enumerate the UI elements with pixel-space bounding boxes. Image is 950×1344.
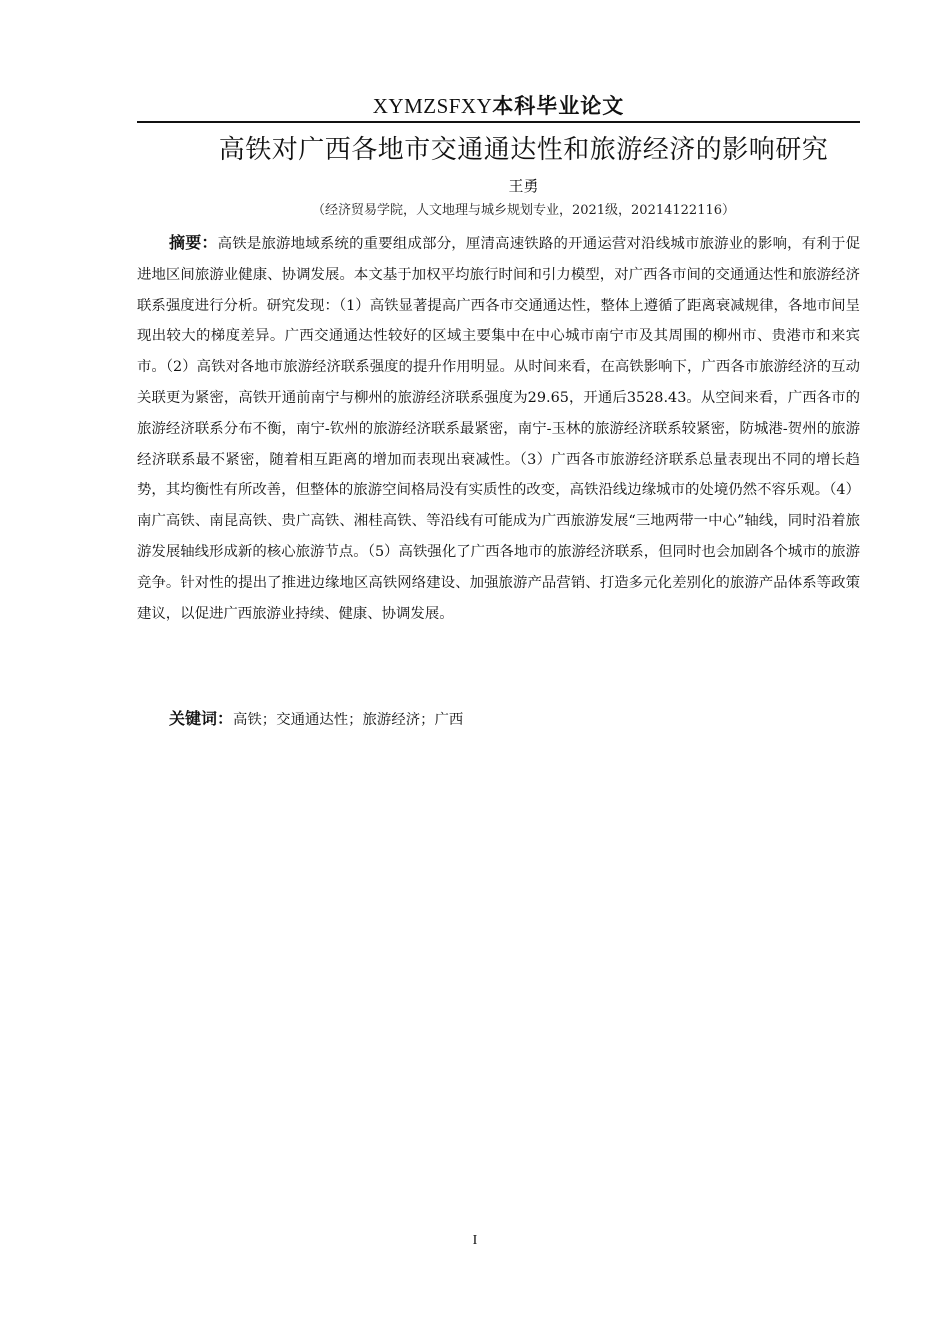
author-name: 王勇 [508,177,539,195]
abstract-text: 高铁是旅游地域系统的重要组成部分，厘清高速铁路的开通运营对沿线城市旅游业的影响，有利于促进地区间旅游业健康、协调发展。本文基于加权平均旅行时间和引力模型，对广西各市间的交通通达性和旅游经济联系强度进行分析。研究发现：（1）高铁显著提高广西各市交通通达性，整体上遵循了距离衰减规律，各地市间呈现出较大的梯度差异。广西交通通达性较好的区域主要集中在中心城市南宁市及其周围的柳州市、贵港市和来宾市。（2）高铁对各地市旅游经济联系强度的提升作用明显。从时间来看，在高铁影响下，广西各市旅游经济的互动关联更为紧密，高铁开通前南宁与柳州的旅游经济联系强度为29.65，开通后3528.43。从空间来看，广西各市的旅游经济联系分布不衡，南宁-钦州的旅游经济联系最紧密，南宁-玉林的旅游经济联系较紧密，防城港-贺州的旅游经济联系最不紧密，随着相互距离的增加而表现出衰减性。（3）广西各市旅游经济联系总量表现出不同的增长趋势，其均衡性有所改善，但整体的旅游空间格局没有实质性的改变，高铁沿线边缘城市的处境仍然不容乐观。（4）南广高铁、南昆高铁、贵广高铁、湘桂高铁、等沿线有可能成为广西旅游发展“三地两带一中心”轴线，同时沿着旅游发展轴线形成新的核心旅游节点。（5）高铁强化了广西各地市的旅游经济联系，但同时也会加剧各个城市的旅游竞争。针对性的提出了推进边缘地区高铁网络建设、加强旅游产品营销、打造多元化差别化的旅游产品体系等政策建议，以促进广西旅游业持续、健康、协调发展。 [137,236,860,622]
keywords-text: 高铁；交通通达性；旅游经济；广西 [233,712,464,728]
abstract-label: 摘要： [169,233,218,252]
header-rule [137,121,860,123]
running-header-label: 本科毕业论文 [492,94,625,118]
abstract-paragraph [137,228,860,629]
author-affiliation: （经济贸易学院，人文地理与城乡规划专业，2021级，20214122116） [311,203,736,218]
keywords-label: 关键词： [169,709,234,728]
running-header [137,92,860,120]
keywords-paragraph [137,704,860,735]
running-header-code: XYMZSFXY [372,94,493,118]
page-number: I [472,1233,478,1248]
paper-title: 高铁对广西各地市交通通达性和旅游经济的影响研究 [218,135,829,165]
